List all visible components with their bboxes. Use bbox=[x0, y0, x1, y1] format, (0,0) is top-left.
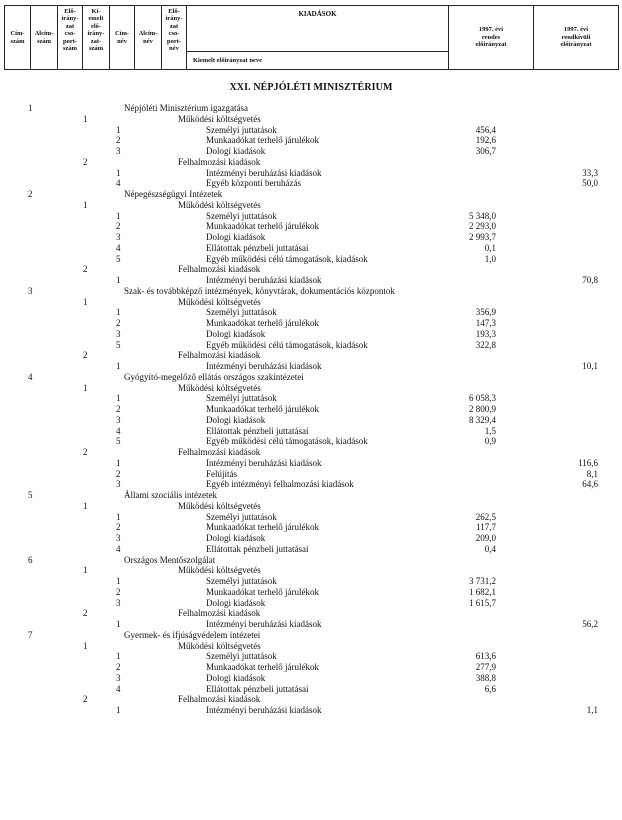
budget-row bbox=[0, 232, 622, 243]
col-eloiranyzat-csoport bbox=[58, 6, 83, 70]
rendkivuli-value-cell: 10,1 bbox=[582, 361, 598, 371]
budget-row bbox=[0, 501, 622, 512]
rendes-value-cell: 388,8 bbox=[475, 672, 496, 683]
col-cimszam-label: Cím- szám bbox=[10, 30, 25, 45]
kiemelt-szam-cell: 2 bbox=[116, 586, 121, 597]
rendkivuli-value-cell: 116,6 bbox=[578, 457, 598, 468]
col-alcimszam-label: Alcím- szám bbox=[34, 30, 54, 45]
cimszam-cell: 5 bbox=[28, 490, 33, 500]
kiadas-name-cell: Gyermek- és ifjúságvédelem intézetei bbox=[124, 629, 261, 640]
kiemelt-szam-cell: 2 bbox=[116, 221, 121, 232]
kiadas-name-cell: Népegészségügyi Intézetek bbox=[124, 189, 223, 199]
col-alcimnev bbox=[135, 6, 162, 70]
budget-row bbox=[0, 608, 622, 619]
budget-row bbox=[0, 264, 622, 275]
budget-row bbox=[0, 598, 622, 609]
budget-rows bbox=[0, 103, 622, 716]
kiemelt-szam-cell: 1 bbox=[116, 167, 121, 178]
col-eloiranyzat-csoport-label: Elő- irány- zat cso- port- szám bbox=[61, 8, 79, 53]
col-rendes bbox=[449, 6, 534, 70]
budget-row bbox=[0, 641, 622, 652]
kiadas-name-cell: Szak- és továbbképző intézmények, könyvtárak, dokumentációs központok bbox=[124, 285, 395, 296]
rendes-value-cell: 262,5 bbox=[475, 511, 496, 522]
rendes-value-cell: 2 293,0 bbox=[469, 221, 496, 232]
rendes-value-cell: 147,3 bbox=[475, 318, 496, 328]
kiadas-name-cell: Ellátottak pénzbeli juttatásai bbox=[206, 242, 309, 253]
kiadas-name-cell: Egyéb működési célú támogatások, kiadások bbox=[206, 253, 368, 264]
kiadas-name-cell: Egyéb központi beruházás bbox=[206, 178, 301, 189]
budget-row bbox=[0, 307, 622, 318]
rendes-value-cell: 6 058,3 bbox=[469, 393, 496, 404]
rendes-value-cell: 1,0 bbox=[484, 253, 496, 264]
alcimszam-cell: 2 bbox=[83, 694, 88, 705]
rendes-value-cell: 322,8 bbox=[475, 339, 496, 350]
kiemelt-szam-cell: 2 bbox=[116, 468, 121, 479]
budget-row bbox=[0, 189, 622, 200]
budget-row bbox=[0, 426, 622, 437]
rendes-value-cell: 192,6 bbox=[475, 135, 496, 146]
budget-row bbox=[0, 630, 622, 641]
budget-row bbox=[0, 329, 622, 340]
alcimszam-cell: 1 bbox=[83, 382, 88, 393]
kiemelt-szam-cell: 4 bbox=[116, 425, 121, 436]
kiadas-name-cell: Állami szociális intézetek bbox=[124, 490, 217, 500]
col-kiemelt-nev-label: Kiemelt előirányzat neve bbox=[193, 56, 262, 64]
budget-row bbox=[0, 447, 622, 458]
rendes-value-cell: 6,6 bbox=[484, 683, 496, 694]
kiemelt-szam-cell: 3 bbox=[116, 146, 121, 156]
kiadas-name-cell: Működési költségvetés bbox=[178, 199, 261, 210]
rendes-value-cell: 0,9 bbox=[484, 436, 496, 447]
budget-row bbox=[0, 694, 622, 705]
alcimszam-cell: 1 bbox=[83, 500, 88, 511]
budget-row bbox=[0, 458, 622, 469]
budget-row bbox=[0, 221, 622, 232]
rendkivuli-value-cell: 50,0 bbox=[582, 178, 598, 189]
kiemelt-szam-cell: 3 bbox=[116, 672, 121, 683]
col-csoport-nev bbox=[162, 6, 187, 70]
kiemelt-szam-cell: 1 bbox=[116, 619, 121, 629]
col-kiadasok-label: KIADÁSOK bbox=[298, 10, 337, 18]
kiadas-name-cell: Munkaadókat terhelő járulékok bbox=[206, 404, 319, 414]
kiemelt-szam-cell: 1 bbox=[116, 361, 121, 371]
kiadas-name-cell: Dologi kiadások bbox=[206, 597, 266, 608]
cimszam-cell: 3 bbox=[28, 285, 33, 296]
kiadas-name-cell: Dologi kiadások bbox=[206, 414, 266, 425]
kiadas-name-cell: Személyi juttatások bbox=[206, 511, 277, 522]
rendes-value-cell: 209,0 bbox=[475, 533, 496, 543]
kiadas-name-cell: Egyéb működési célú támogatások, kiadások bbox=[206, 436, 368, 447]
budget-row bbox=[0, 350, 622, 361]
rendes-value-cell: 1 615,7 bbox=[469, 597, 496, 608]
rendes-value-cell: 193,3 bbox=[475, 328, 496, 339]
kiemelt-szam-cell: 1 bbox=[116, 457, 121, 468]
budget-row bbox=[0, 533, 622, 544]
kiemelt-szam-cell: 2 bbox=[116, 318, 121, 328]
kiemelt-szam-cell: 3 bbox=[116, 232, 121, 242]
cimszam-cell: 4 bbox=[28, 371, 33, 382]
budget-row bbox=[0, 544, 622, 555]
rendkivuli-value-cell: 70,8 bbox=[582, 275, 598, 285]
budget-row bbox=[0, 393, 622, 404]
budget-row bbox=[0, 178, 622, 189]
kiadas-name-cell: Dologi kiadások bbox=[206, 232, 266, 242]
rendes-value-cell: 2 800,9 bbox=[469, 404, 496, 414]
kiemelt-szam-cell: 1 bbox=[116, 307, 121, 318]
kiemelt-szam-cell: 1 bbox=[116, 576, 121, 586]
budget-row bbox=[0, 436, 622, 447]
kiadas-name-cell: Személyi juttatások bbox=[206, 124, 277, 135]
kiemelt-szam-cell: 2 bbox=[116, 404, 121, 414]
kiadas-name-cell: Személyi juttatások bbox=[206, 576, 277, 586]
col-cimnev-label: Cím- név bbox=[114, 30, 130, 45]
rendes-value-cell: 277,9 bbox=[475, 662, 496, 672]
kiemelt-szam-cell: 1 bbox=[116, 210, 121, 221]
kiemelt-szam-cell: 1 bbox=[116, 393, 121, 404]
rendes-value-cell: 613,6 bbox=[475, 651, 496, 662]
kiadas-name-cell: Munkaadókat terhelő járulékok bbox=[206, 662, 319, 672]
kiadas-name-cell: Működési költségvetés bbox=[178, 500, 261, 511]
kiadas-name-cell: Dologi kiadások bbox=[206, 146, 266, 156]
alcimszam-cell: 1 bbox=[83, 199, 88, 210]
col-cimszam bbox=[5, 6, 31, 70]
kiemelt-szam-cell: 1 bbox=[116, 275, 121, 285]
kiemelt-szam-cell: 1 bbox=[116, 651, 121, 662]
budget-row bbox=[0, 651, 622, 662]
kiadas-name-cell: Személyi juttatások bbox=[206, 651, 277, 662]
rendes-value-cell: 0,4 bbox=[484, 543, 496, 554]
budget-row bbox=[0, 146, 622, 157]
kiadas-name-cell: Országos Mentőszolgálat bbox=[124, 554, 216, 565]
rendes-value-cell: 5 348,0 bbox=[469, 210, 496, 221]
kiadas-name-cell: Egyéb intézményi felhalmozási kiadások bbox=[206, 479, 354, 490]
kiadas-name-cell: Működési költségvetés bbox=[178, 565, 261, 576]
cimszam-cell: 7 bbox=[28, 629, 33, 640]
kiadas-name-cell: Dologi kiadások bbox=[206, 328, 266, 339]
rendes-value-cell: 2 993,7 bbox=[469, 232, 496, 242]
kiemelt-szam-cell: 3 bbox=[116, 328, 121, 339]
budget-row bbox=[0, 490, 622, 501]
kiemelt-szam-cell: 1 bbox=[116, 705, 121, 715]
budget-row bbox=[0, 168, 622, 179]
budget-row bbox=[0, 243, 622, 254]
alcimszam-cell: 2 bbox=[83, 156, 88, 167]
budget-row bbox=[0, 469, 622, 480]
budget-row bbox=[0, 522, 622, 533]
budget-row bbox=[0, 340, 622, 351]
budget-row bbox=[0, 361, 622, 372]
budget-row bbox=[0, 479, 622, 490]
kiadas-name-cell: Munkaadókat terhelő járulékok bbox=[206, 318, 319, 328]
kiadas-name-cell: Felújítás bbox=[206, 468, 237, 479]
kiemelt-szam-cell: 3 bbox=[116, 597, 121, 608]
kiadas-name-cell: Dologi kiadások bbox=[206, 533, 266, 543]
budget-row bbox=[0, 157, 622, 168]
budget-row bbox=[0, 125, 622, 136]
budget-row bbox=[0, 286, 622, 297]
kiadas-name-cell: Ellátottak pénzbeli juttatásai bbox=[206, 425, 309, 436]
kiemelt-szam-cell: 2 bbox=[116, 522, 121, 533]
cimszam-cell: 6 bbox=[28, 554, 33, 565]
kiadas-name-cell: Működési költségvetés bbox=[178, 113, 261, 124]
rendkivuli-value-cell: 1,1 bbox=[586, 705, 598, 715]
budget-row bbox=[0, 576, 622, 587]
col-kiemelt-szam bbox=[83, 6, 110, 70]
kiadas-name-cell: Egyéb működési célú támogatások, kiadások bbox=[206, 339, 368, 350]
col-rendkivuli bbox=[534, 6, 619, 70]
kiadas-name-cell: Felhalmozási kiadások bbox=[178, 350, 261, 361]
kiemelt-szam-cell: 5 bbox=[116, 436, 121, 447]
budget-row bbox=[0, 415, 622, 426]
rendes-value-cell: 3 731,2 bbox=[469, 576, 496, 586]
col-kiemelt-nev bbox=[187, 52, 449, 70]
rendes-value-cell: 0,1 bbox=[484, 242, 496, 253]
col-kiadasok bbox=[187, 6, 449, 52]
header-table bbox=[4, 5, 619, 70]
budget-row bbox=[0, 587, 622, 598]
budget-row bbox=[0, 512, 622, 523]
kiadas-name-cell: Munkaadókat terhelő járulékok bbox=[206, 586, 319, 597]
kiadas-name-cell: Működési költségvetés bbox=[178, 382, 261, 393]
rendes-value-cell: 456,4 bbox=[475, 124, 496, 135]
budget-row bbox=[0, 372, 622, 383]
kiadas-name-cell: Dologi kiadások bbox=[206, 672, 266, 683]
kiadas-name-cell: Személyi juttatások bbox=[206, 393, 277, 404]
alcimszam-cell: 1 bbox=[83, 640, 88, 651]
kiadas-name-cell: Felhalmozási kiadások bbox=[178, 447, 261, 457]
kiemelt-szam-cell: 2 bbox=[116, 662, 121, 672]
col-csoport-nev-label: Elő- irány- zat cso- port- név bbox=[165, 8, 183, 53]
rendes-value-cell: 117,7 bbox=[476, 522, 496, 533]
rendkivuli-value-cell: 56,2 bbox=[582, 619, 598, 629]
budget-row bbox=[0, 565, 622, 576]
rendkivuli-value-cell: 64,6 bbox=[582, 479, 598, 490]
kiadas-name-cell: Munkaadókat terhelő járulékok bbox=[206, 135, 319, 146]
kiadas-name-cell: Ellátottak pénzbeli juttatásai bbox=[206, 683, 309, 694]
kiadas-name-cell: Felhalmozási kiadások bbox=[178, 264, 261, 275]
col-alcimszam bbox=[31, 6, 58, 70]
kiadas-name-cell: Munkaadókat terhelő járulékok bbox=[206, 522, 319, 533]
kiadas-name-cell: Intézményi beruházási kiadások bbox=[206, 457, 322, 468]
budget-row bbox=[0, 673, 622, 684]
budget-row bbox=[0, 135, 622, 146]
alcimszam-cell: 2 bbox=[83, 447, 88, 457]
kiemelt-szam-cell: 5 bbox=[116, 253, 121, 264]
kiadas-name-cell: Személyi juttatások bbox=[206, 307, 277, 318]
budget-row bbox=[0, 103, 622, 114]
budget-row bbox=[0, 662, 622, 673]
budget-row bbox=[0, 555, 622, 566]
kiadas-name-cell: Személyi juttatások bbox=[206, 210, 277, 221]
kiadas-name-cell: Ellátottak pénzbeli juttatásai bbox=[206, 543, 309, 554]
budget-row bbox=[0, 684, 622, 695]
budget-row bbox=[0, 254, 622, 265]
rendes-value-cell: 1,5 bbox=[484, 425, 496, 436]
kiemelt-szam-cell: 4 bbox=[116, 543, 121, 554]
kiadas-name-cell: Gyógyító-megelőző ellátás országos szakintézetei bbox=[124, 371, 304, 382]
alcimszam-cell: 1 bbox=[83, 565, 88, 576]
rendes-value-cell: 356,9 bbox=[475, 307, 496, 318]
budget-row bbox=[0, 114, 622, 125]
kiadas-name-cell: Működési költségvetés bbox=[178, 296, 261, 307]
col-rendes-label: 1997. évi rendes előirányzat bbox=[475, 26, 507, 49]
alcimszam-cell: 2 bbox=[83, 608, 88, 619]
col-cimnev bbox=[110, 6, 135, 70]
kiemelt-szam-cell: 2 bbox=[116, 135, 121, 146]
kiadas-name-cell: Működési költségvetés bbox=[178, 640, 261, 651]
kiadas-name-cell: Felhalmozási kiadások bbox=[178, 156, 261, 167]
budget-row bbox=[0, 297, 622, 308]
budget-row bbox=[0, 318, 622, 329]
col-alcimnev-label: Alcím- név bbox=[138, 30, 158, 45]
kiadas-name-cell: Intézményi beruházási kiadások bbox=[206, 705, 322, 715]
rendkivuli-value-cell: 8,1 bbox=[586, 468, 598, 479]
budget-row bbox=[0, 383, 622, 394]
budget-row bbox=[0, 404, 622, 415]
kiadas-name-cell: Felhalmozási kiadások bbox=[178, 608, 261, 619]
kiemelt-szam-cell: 3 bbox=[116, 533, 121, 543]
budget-row bbox=[0, 211, 622, 222]
kiadas-name-cell: Intézményi beruházási kiadások bbox=[206, 361, 322, 371]
alcimszam-cell: 1 bbox=[83, 296, 88, 307]
kiemelt-szam-cell: 5 bbox=[116, 339, 121, 350]
kiadas-name-cell: Népjóléti Minisztérium igazgatása bbox=[124, 103, 248, 113]
alcimszam-cell: 1 bbox=[83, 113, 88, 124]
budget-row bbox=[0, 705, 622, 716]
kiemelt-szam-cell: 4 bbox=[116, 178, 121, 189]
kiemelt-szam-cell: 3 bbox=[116, 479, 121, 490]
kiadas-name-cell: Felhalmozási kiadások bbox=[178, 694, 261, 705]
rendkivuli-value-cell: 33,3 bbox=[582, 167, 598, 178]
kiemelt-szam-cell: 4 bbox=[116, 683, 121, 694]
budget-row bbox=[0, 619, 622, 630]
col-rendkivuli-label: 1997. évi rendkívüli előirányzat bbox=[560, 26, 592, 49]
kiemelt-szam-cell: 3 bbox=[116, 414, 121, 425]
budget-row bbox=[0, 275, 622, 286]
kiemelt-szam-cell: 1 bbox=[116, 124, 121, 135]
section-title: XXI. NÉPJÓLÉTI MINISZTÉRIUM bbox=[229, 82, 393, 93]
kiemelt-szam-cell: 1 bbox=[116, 511, 121, 522]
kiadas-name-cell: Intézményi beruházási kiadások bbox=[206, 167, 322, 178]
kiadas-name-cell: Munkaadókat terhelő járulékok bbox=[206, 221, 319, 232]
alcimszam-cell: 2 bbox=[83, 264, 88, 275]
col-kiemelt-szam-label: Ki- emelt elő- irány- zat- szám bbox=[87, 8, 105, 53]
budget-row bbox=[0, 200, 622, 211]
rendes-value-cell: 306,7 bbox=[475, 146, 496, 156]
kiemelt-szam-cell: 4 bbox=[116, 242, 121, 253]
cimszam-cell: 1 bbox=[28, 103, 33, 113]
kiadas-name-cell: Intézményi beruházási kiadások bbox=[206, 619, 322, 629]
rendes-value-cell: 1 682,1 bbox=[469, 586, 496, 597]
kiadas-name-cell: Intézményi beruházási kiadások bbox=[206, 275, 322, 285]
rendes-value-cell: 8 329,4 bbox=[469, 414, 496, 425]
cimszam-cell: 2 bbox=[28, 189, 33, 199]
alcimszam-cell: 2 bbox=[83, 350, 88, 361]
